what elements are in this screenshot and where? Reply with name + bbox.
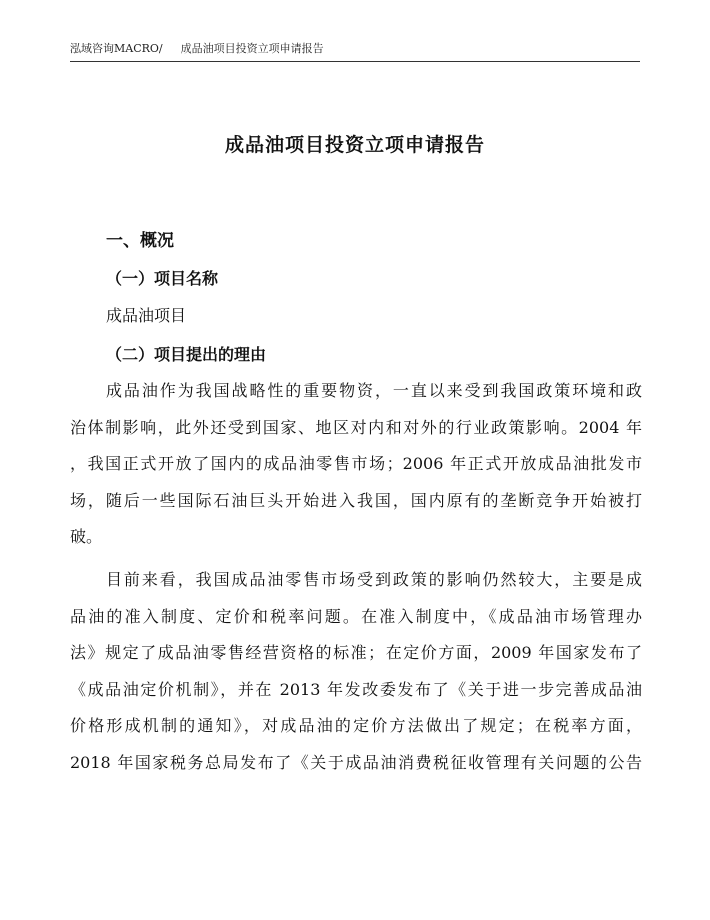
- paragraph-line: 《成品油定价机制》，并在 2013 年发改委发布了《关于进一步完善成品油: [70, 679, 642, 699]
- paragraph-line: 场，随后一些国际石油巨头开始进入我国，国内原有的垄断竞争开始被打: [70, 490, 642, 510]
- paragraph-current-regulation: [70, 562, 642, 782]
- section-heading-overview: 一、概况: [106, 231, 174, 251]
- project-name-text: 成品油项目: [106, 306, 187, 325]
- subsection-heading-project-name: （一）项目名称: [106, 269, 219, 288]
- header-divider: [70, 61, 640, 62]
- running-header: [70, 40, 640, 58]
- paragraph-line: 目前来看，我国成品油零售市场受到政策的影响仍然较大，主要是成: [106, 570, 642, 589]
- header-doc-title: 成品油项目投资立项申请报告: [180, 42, 324, 55]
- paragraph-policy-background: [70, 373, 642, 556]
- paragraph-line: 破。: [70, 527, 103, 547]
- paragraph-line: ，我国正式开放了国内的成品油零售市场；2006 年正式开放成品油批发市: [70, 454, 642, 474]
- paragraph-line: 成品油作为我国战略性的重要物资，一直以来受到我国政策环境和政: [106, 381, 642, 400]
- paragraph-line: 价格形成机制的通知》，对成品油的定价方法做出了规定；在税率方面，: [70, 716, 642, 736]
- header-company: 泓域咨询MACRO/: [70, 42, 163, 55]
- document-title: 成品油项目投资立项申请报告: [224, 134, 485, 156]
- paragraph-line: 品油的准入制度、定价和税率问题。在准入制度中，《成品油市场管理办: [70, 606, 642, 626]
- subsection-heading-project-reason: （二）项目提出的理由: [106, 345, 267, 364]
- paragraph-line: 2018 年国家税务总局发布了《关于成品油消费税征收管理有关问题的公告: [70, 752, 642, 772]
- paragraph-line: 法》规定了成品油零售经营资格的标准；在定价方面，2009 年国家发布了: [70, 643, 642, 663]
- paragraph-line: 治体制影响，此外还受到国家、地区对内和对外的行业政策影响。2004 年: [70, 417, 642, 437]
